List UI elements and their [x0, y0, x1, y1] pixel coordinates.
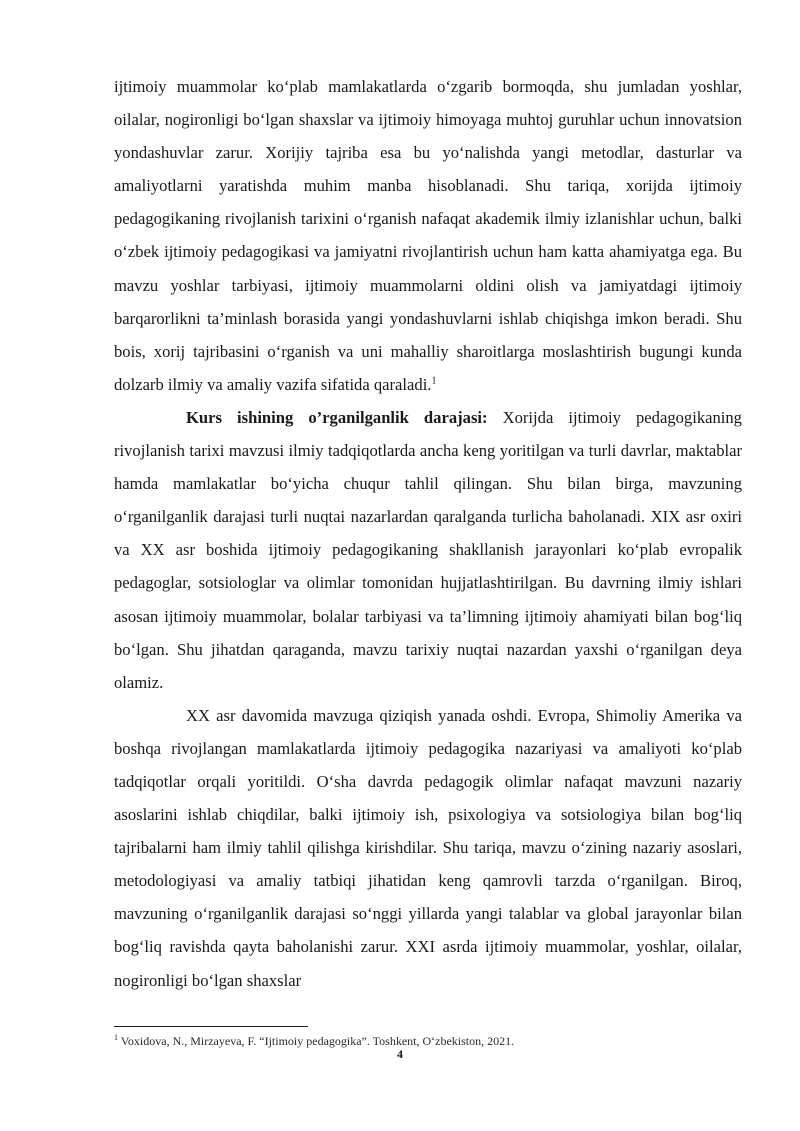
- paragraph-heading: Kurs ishining o’rganilganlik darajasi:: [186, 407, 488, 427]
- paragraph: [114, 699, 742, 997]
- paragraph: [114, 70, 742, 401]
- footnote-number: 1: [114, 1033, 118, 1042]
- body-text: [114, 70, 742, 997]
- footnote-reference[interactable]: 1: [431, 375, 437, 387]
- footnote-separator: [114, 1026, 308, 1027]
- paragraph-text: Xorijda ijtimoiy pedagogikaning rivojlanish tarixi mavzusi ilmiy tadqiqotlarda ancha keng yoritilgan va turli davrlar, maktablar hamda mamlakatlar bo‘yicha chuqur tahlil qilingan. Shu bilan birga, mavzuning o‘rganilganlik darajasi turli nuqtai nazarlardan qaralganda turlicha baholanadi. XIX asr oxiri va XX asr boshida ijtimoiy pedagogikaning shakllanish jarayonlari ko‘plab evropalik pedagoglar, sotsiologlar va olimlar tomonidan hujjatlashtirilgan. Bu davrning ilmiy ishlari asosan ijtimoiy muammolar, bolalar tarbiyasi va ta’limning ijtimoiy ahamiyati bilan bog‘liq bo‘lgan. Shu jihatdan qaraganda, mavzu tarixiy nuqtai nazardan yaxshi o‘rganilgan deya olamiz.: [114, 407, 742, 692]
- footnote-text: Voxidova, N., Mirzayeva, F. “Ijtimoiy pedagogika”. Toshkent, O‘zbekiston, 2021.: [118, 1034, 515, 1048]
- paragraph: [114, 401, 742, 699]
- paragraph-text: XX asr davomida mavzuga qiziqish yanada oshdi. Evropa, Shimoliy Amerika va boshqa rivojlangan mamlakatlarda ijtimoiy pedagogika nazariyasi va amaliyoti ko‘plab tadqiqotlar orqali yoritildi. O‘sha davrda pedagogik olimlar nafaqat mavzuni nazariy asoslarini ishlab chiqdilar, balki ijtimoiy ish, psixologiya va sotsiologiya bilan bog‘liq tajribalarni ham ilmiy tahlil qilishga kirishdilar. Shu tariqa, mavzu o‘zining nazariy asoslari, metodologiyasi va amaliy tatbiqi jihatidan keng qamrovli tarzda o‘rganilgan. Biroq, mavzuning o‘rganilganlik darajasi so‘nggi yillarda yangi talablar va global jarayonlar bilan bog‘liq ravishda qayta baholanishi zarur. XXI asrda ijtimoiy muammolar, yoshlar, oilalar, nogironligi bo‘lgan shaxslar: [114, 705, 742, 990]
- page-number: 4: [397, 1047, 403, 1061]
- paragraph-text: ijtimoiy muammolar ko‘plab mamlakatlarda o‘zgarib bormoqda, shu jumladan yoshlar, oilalar, nogironligi bo‘lgan shaxslar va ijtimoiy himoyaga muhtoj guruhlar uchun innovatsion yondashuvlar zarur. Xorijiy tajriba esa bu yo‘nalishda yangi metodlar, dasturlar va amaliyotlarni yaratishda muhim manba hisoblanadi. Shu tariqa, xorijda ijtimoiy pedagogikaning rivojlanish tarixini o‘rganish nafaqat akademik ilmiy izlanishlar uchun, balki o‘zbek ijtimoiy pedagogikasi va jamiyatni rivojlantirish uchun ham katta ahamiyatga ega. Bu mavzu yoshlar tarbiyasi, ijtimoiy muammolarni oldini olish va jamiyatdagi ijtimoiy barqarorlikni ta’minlash borasida yangi yondashuvlarni ishlab chiqishga imkon beradi. Shu bois, xorij tajribasini o‘rganish va uni mahalliy sharoitlarga moslashtirish bugungi kunda dolzarb ilmiy va amaliy vazifa sifatida qaraladi.: [114, 77, 742, 394]
